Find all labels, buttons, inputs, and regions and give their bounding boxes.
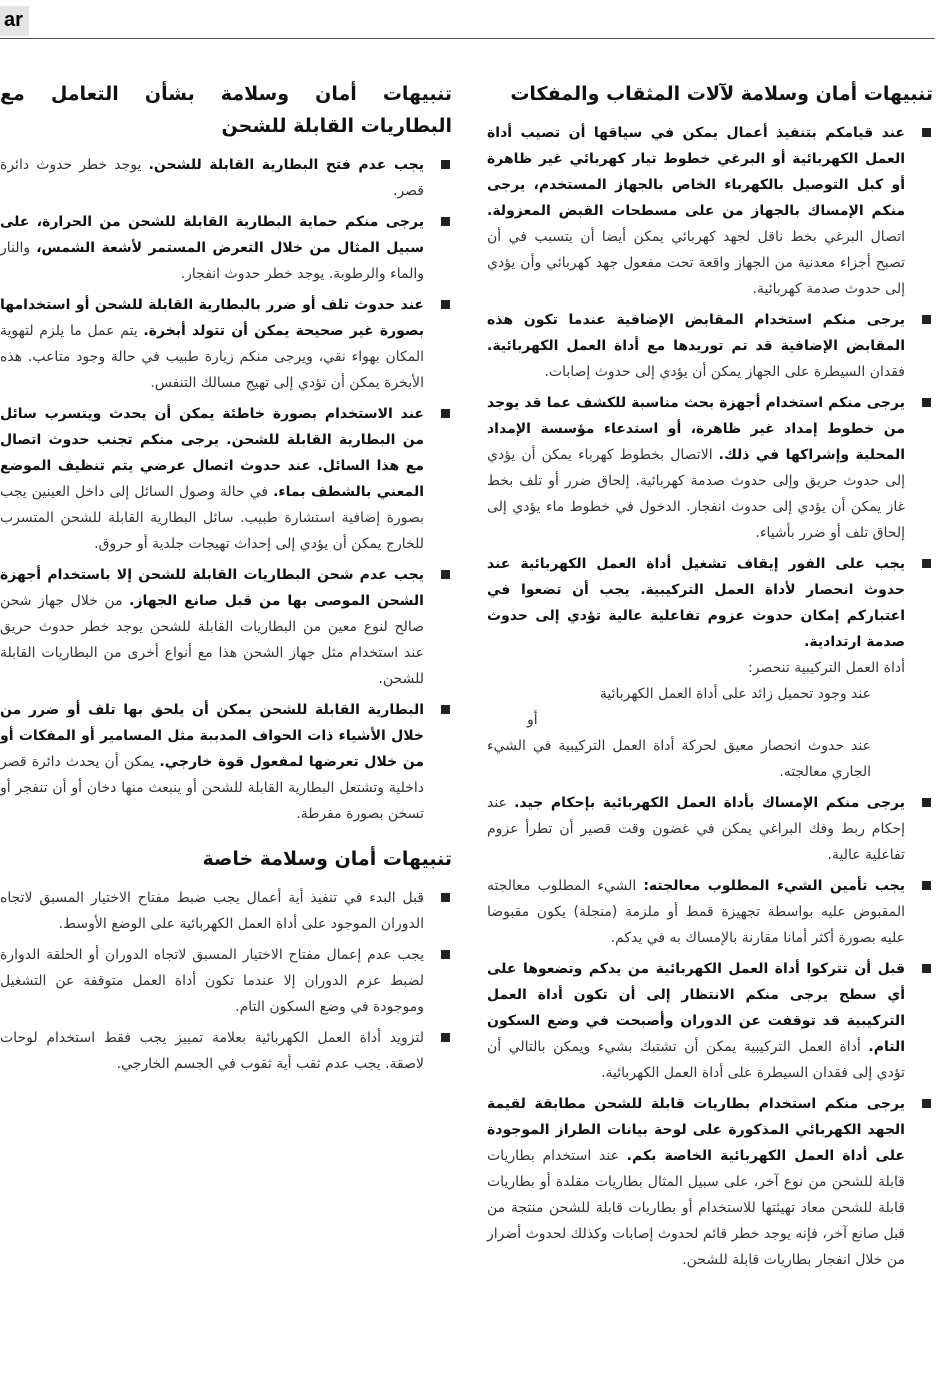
sub-condition-text: عند حدوث انحصار معيق لحركة أداة العمل التركيبية في الشيء الجاري معالجته. [487, 738, 871, 780]
list-item [0, 562, 452, 692]
warning-bold-text: يرجى منكم استخدام أجهزة بحث مناسبة للكشف عما قد يوجد من خطوط إمداد غير ظاهرة، أو استدعاء مؤسسة الإمداد المحلية وإشراكها في ذلك. [487, 395, 906, 463]
square-bullet-icon [922, 559, 931, 568]
warning-bold-text: البطارية القابلة للشحن يمكن أن يلحق بها تلف أو ضرر من خلال الأشياء ذات الحواف المدببة مثل المسامير أو المفكات أو من خلال تعرضها لمفعول قوة خارجي. [0, 702, 424, 770]
warning-body-text: في حالة وصول السائل إلى داخل العينين يجب بصورة إضافية استشارة طبيب. سائل البطارية القابلة للشحن المتسرب للخارج يمكن أن يؤدي إلى إحداث تهيجات جلدية أو حروق. [0, 484, 424, 552]
header-divider [0, 38, 935, 39]
square-bullet-icon [441, 160, 450, 169]
square-bullet-icon [922, 128, 931, 137]
list-item [0, 209, 452, 287]
square-bullet-icon [922, 798, 931, 807]
warning-bold-text: يرجى منكم استخدام المقابض الإضافية عندما تكون هذه المقابض الإضافية قد تم توريدها مع أداة العمل الكهربائية. [487, 312, 905, 354]
warning-body-text: عند استخدام بطاريات قابلة للشحن من نوع آخر، على سبيل المثال بطاريات مقلدة أو بطاريات قابلة للشحن معاد تهيئتها للاستخدام أو بطاريات قابلة للشحن منتجة من قبل صانع آخر، فإنه يوجد خطر قائم لحدوث إصابات وكذلك لحدوث أضرار من خلال انفجار بطاريات قابلة للشحن. [487, 1148, 905, 1268]
list-item [0, 401, 452, 557]
square-bullet-icon [441, 950, 450, 959]
square-bullet-icon [922, 1099, 931, 1108]
square-bullet-icon [441, 893, 450, 902]
square-bullet-icon [441, 570, 450, 579]
warning-body-text: والنار والماء والرطوبة. يوجد خطر حدوث انفجار. [0, 240, 424, 282]
warning-body-text: اتصال البرغي بخط ناقل لجهد كهربائي يمكن أيضا أن يتسبب في أن تصبح أجزاء معدنية من الجهاز واقعة تحت مفعول جهد كهربائي وأن يؤدي إلى حدوث صدمة كهربائية. [487, 229, 905, 297]
list-item [0, 697, 452, 827]
note-body-text: قبل البدء في تنفيذ أية أعمال يجب ضبط مفتاح الاختيار المسبق لاتجاه الدوران الموجود على أداة العمل الكهربائية على الوضع الأوسط. [0, 890, 424, 932]
warning-bold-text: عند حدوث تلف أو ضرر بالبطارية القابلة للشحن أو استخدامها بصورة غير صحيحة يمكن أن تتولد أبخرة. [0, 297, 424, 339]
warning-bold-text: يرجى منكم استخدام بطاريات قابلة للشحن مطابقة لقيمة الجهد الكهربائي المذكورة على لوحة بيانات الطراز الموجودة على أداة العمل الكهربائية الخاصة بكم. [487, 1096, 905, 1164]
warning-body-text: أداة العمل التركيبية تنحصر: [748, 660, 905, 676]
list-item [487, 120, 933, 302]
list-item [0, 292, 452, 396]
right-column [487, 78, 933, 1278]
square-bullet-icon [922, 315, 931, 324]
warning-bold-text: يجب تأمين الشيء المطلوب معالجته: [643, 878, 905, 894]
section-title-batteries: تنبيهات أمان وسلامة بشأن التعامل مع البطاريات القابلة للشحن [0, 83, 452, 137]
warning-body-text: عند إحكام ربط وفك البراغي يمكن في غضون وقت قصير أن تطرأ عزوم تفاعلية عالية. [487, 795, 905, 863]
list-item [487, 1091, 933, 1273]
warning-bold-text: يرجى منكم حماية البطارية القابلة للشحن من الحرارة، على سبيل المثال من خلال التعرض المستمر لأشعة الشمس، [0, 214, 424, 256]
section-title-drills: تنبيهات أمان وسلامة لآلات المثقاب والمفكات [510, 83, 933, 105]
square-bullet-icon [441, 409, 450, 418]
warning-bold-text: يرجى منكم الإمساك بأداة العمل الكهربائية بإحكام جيد. [514, 795, 906, 811]
warning-body-text: يتم عمل ما يلزم لتهوية المكان بهواء نقي، ويرجى منكم زيارة طبيب في حالة وجود متاعب. هذه الأبخرة يمكن أن تؤدي إلى تهيج مسالك التنفس. [0, 323, 424, 391]
list-item [487, 307, 933, 385]
square-bullet-icon [441, 705, 450, 714]
warning-body-text: يمكن أن يحدث دائرة قصر داخلية وتشتعل البطارية القابلة للشحن أو ينبعث منها دخان أو أن تنفجر أو تسخن بصورة مفرطة. [0, 754, 424, 822]
or-word: أو [527, 712, 538, 728]
warning-bold-text: عند الاستخدام بصورة خاطئة يمكن أن يحدث ويتسرب سائل من البطارية القابلة للشحن. يرجى منكم تجنب حدوث اتصال مع هذا السائل. عند حدوث اتصال عرضي يتم تنظيف الموضع المعني بالشطف بماء. [0, 406, 424, 500]
warning-body-text: من خلال جهاز شحن صالح لنوع معين من البطاريات القابلة للشحن يوجد خطر حدوث حريق عند استخدام مثل جهاز الشحن هذا مع أنواع أخرى من البطاريات القابلة للشحن. [0, 593, 424, 687]
left-column [0, 78, 452, 1082]
list-item [0, 152, 452, 204]
warning-body-text: يوجد خطر حدوث دائرة قصر. [0, 157, 424, 199]
square-bullet-icon [441, 300, 450, 309]
square-bullet-icon [922, 964, 931, 973]
warning-body-text: أداة العمل التركيبية يمكن أن تشتبك بشيء ويمكن بالتالي أن تؤدي إلى فقدان السيطرة على أداة العمل الكهربائية. [487, 1039, 905, 1081]
list-item [487, 390, 933, 546]
warning-body-text: فقدان السيطرة على الجهاز يمكن أن يؤدي إلى حدوث إصابات. [544, 364, 905, 380]
list-item [0, 942, 452, 1020]
warning-body-text: الاتصال بخطوط كهرباء يمكن أن يؤدي إلى حدوث حريق وإلى حدوث صدمة كهربائية. إلحاق ضرر أو تلف بخط غاز يمكن أن يؤدي إلى حدوث انفجار. الدخول في خطوط ماء يؤدي إلى إلحاق تلف أو ضرر بأشياء. [487, 447, 905, 541]
list-item [0, 1025, 452, 1077]
sub-condition-text: عند وجود تحميل زائد على أداة العمل الكهربائية [599, 686, 871, 702]
warning-bold-text: عند قيامكم بتنفيذ أعمال يمكن في سياقها أن تصيب أداة العمل الكهربائية أو البرغي خطوط تيار كهربائي غير ظاهرة أو كبل التوصيل بالكهرباء الخاص بالجهاز المستخدم، يرجى منكم الإمساك بالجهاز من على مسطحات القبض المعزولة. [487, 125, 905, 219]
note-body-text: لتزويد أداة العمل الكهربائية بعلامة تمييز يجب فقط استخدام لوحات لاصقة. يجب عدم ثقب أية ثقوب في الجسم الخارجي. [0, 1030, 424, 1072]
warning-bold-text: قبل أن تتركوا أداة العمل الكهربائية من يدكم وتضعوها على أي سطح يرجى منكم الانتظار إلى أن تكون أداة العمل التركيبية قد توقفت عن الدوران وأصبحت في وضع السكون التام. [487, 961, 905, 1055]
section-title-special: تنبيهات أمان وسلامة خاصة [202, 848, 452, 870]
list-item [487, 873, 933, 951]
square-bullet-icon [441, 1033, 450, 1042]
square-bullet-icon [922, 881, 931, 890]
warning-bold-text: يجب عدم شحن البطاريات القابلة للشحن إلا باستخدام أجهزة الشحن الموصى بها من قبل صانع الجهاز. [0, 567, 424, 609]
note-body-text: يجب عدم إعمال مفتاح الاختيار المسبق لاتجاه الدوران أو الحلقة الدوارة لضبط عزم الدوران إلا عندما تكون أداة العمل متوقفة عن التشغيل وموجودة في وضع السكون التام. [0, 947, 424, 1015]
square-bullet-icon [922, 398, 931, 407]
warning-bold-text: يجب على الفور إيقاف تشغيل أداة العمل الكهربائية عند حدوث انحصار لأداة العمل التركيبية. يجب أن تضعوا في اعتباركم إمكان حدوث عزوم تفاعلية عالية تؤدي إلى حدوث صدمة ارتدادية. [487, 556, 905, 650]
square-bullet-icon [441, 217, 450, 226]
language-tag: ar [0, 6, 29, 36]
warning-body-text: الشيء المطلوب معالجته المقبوض عليه بواسطة تجهيزة قمط أو ملزمة (منجلة) يكون مقبوضا عليه بصورة أكثر أمانا مقارنة بالإمساك به في يدكم. [487, 878, 905, 946]
list-item [0, 885, 452, 937]
list-item [487, 956, 933, 1086]
warning-bold-text: يجب عدم فتح البطارية القابلة للشحن. [148, 157, 424, 173]
list-item [487, 551, 933, 785]
list-item [487, 790, 933, 868]
